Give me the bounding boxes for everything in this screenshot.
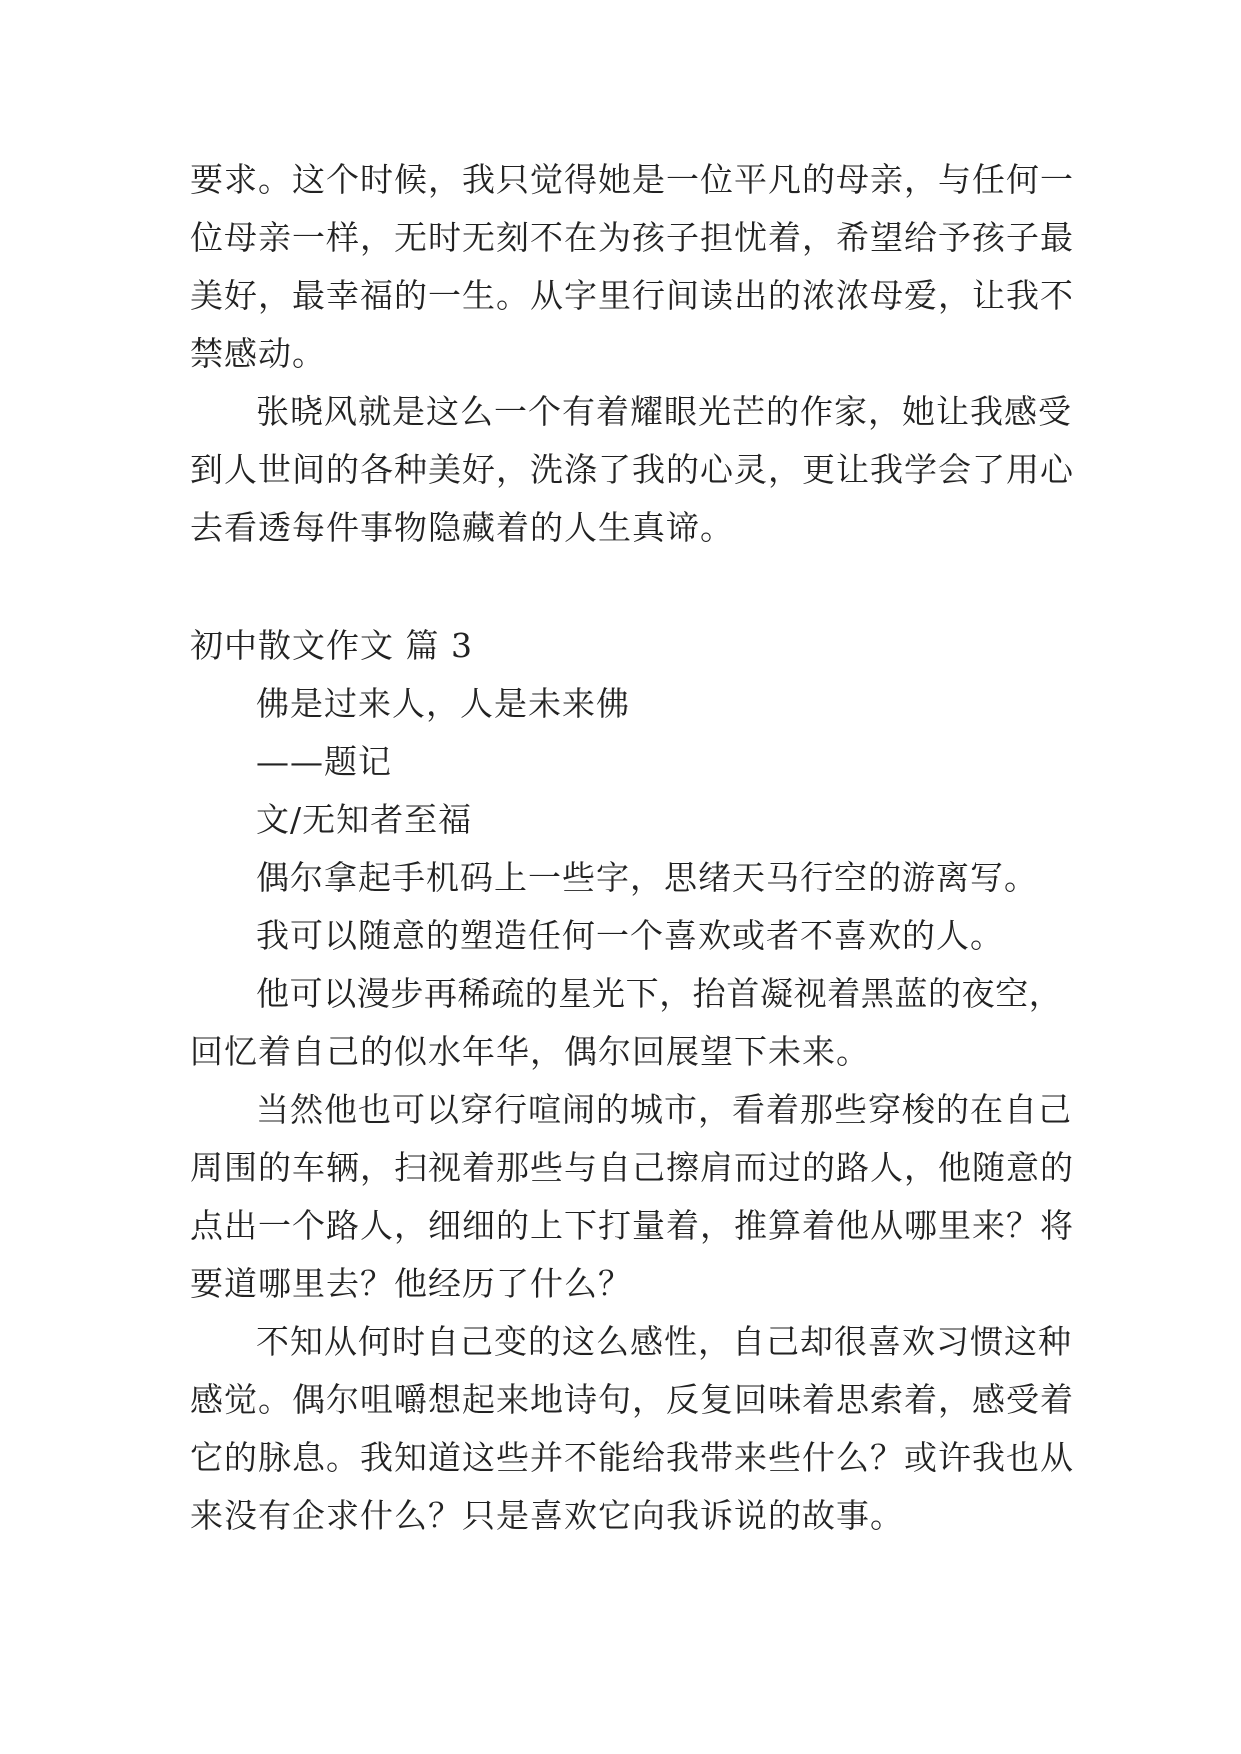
paragraph-line: 位母亲一样，无时无刻不在为孩子担忧着，希望给予孩子最 xyxy=(190,218,1074,257)
paragraph-line: 当然他也可以穿行喧闹的城市，看着那些穿梭的在自己 xyxy=(256,1090,1072,1129)
paragraph-line: 美好，最幸福的一生。从字里行间读出的浓浓母爱，让我不 xyxy=(190,276,1074,315)
paragraph-line: 它的脉息。我知道这些并不能给我带来些什么？或许我也从 xyxy=(190,1438,1074,1477)
section-heading: 初中散文作文 篇 3 xyxy=(190,626,473,665)
paragraph-line: 偶尔拿起手机码上一些字，思绪天马行空的游离写。 xyxy=(256,858,1038,897)
paragraph-line: 张晓风就是这么一个有着耀眼光芒的作家，她让我感受 xyxy=(256,392,1072,431)
paragraph-line: 到人世间的各种美好，洗涤了我的心灵，更让我学会了用心 xyxy=(190,450,1074,489)
paragraph-line: 回忆着自己的似水年华，偶尔回展望下未来。 xyxy=(190,1032,870,1071)
paragraph-line: 要求。这个时候，我只觉得她是一位平凡的母亲，与任何一 xyxy=(190,160,1074,199)
paragraph-line: 去看透每件事物隐藏着的人生真谛。 xyxy=(190,508,734,547)
paragraph-line: 要道哪里去？他经历了什么？ xyxy=(190,1264,632,1303)
paragraph-line: 禁感动。 xyxy=(190,334,326,373)
paragraph-line: 我可以随意的塑造任何一个喜欢或者不喜欢的人。 xyxy=(256,916,1004,955)
paragraph-line: 不知从何时自己变的这么感性，自己却很喜欢习惯这种 xyxy=(256,1322,1072,1361)
paragraph-line: 他可以漫步再稀疏的星光下，抬首凝视着黑蓝的夜空， xyxy=(256,974,1063,1013)
epigraph-note: ——题记 xyxy=(256,742,392,781)
epigraph: 佛是过来人，人是未来佛 xyxy=(256,684,630,723)
paragraph-line: 周围的车辆，扫视着那些与自己擦肩而过的路人，他随意的 xyxy=(190,1148,1074,1187)
author-line: 文/无知者至福 xyxy=(256,800,473,839)
paragraph-line: 感觉。偶尔咀嚼想起来地诗句，反复回味着思索着，感受着 xyxy=(190,1380,1074,1419)
paragraph-line: 来没有企求什么？只是喜欢它向我诉说的故事。 xyxy=(190,1496,904,1535)
paragraph-line: 点出一个路人，细细的上下打量着，推算着他从哪里来？将 xyxy=(190,1206,1074,1245)
